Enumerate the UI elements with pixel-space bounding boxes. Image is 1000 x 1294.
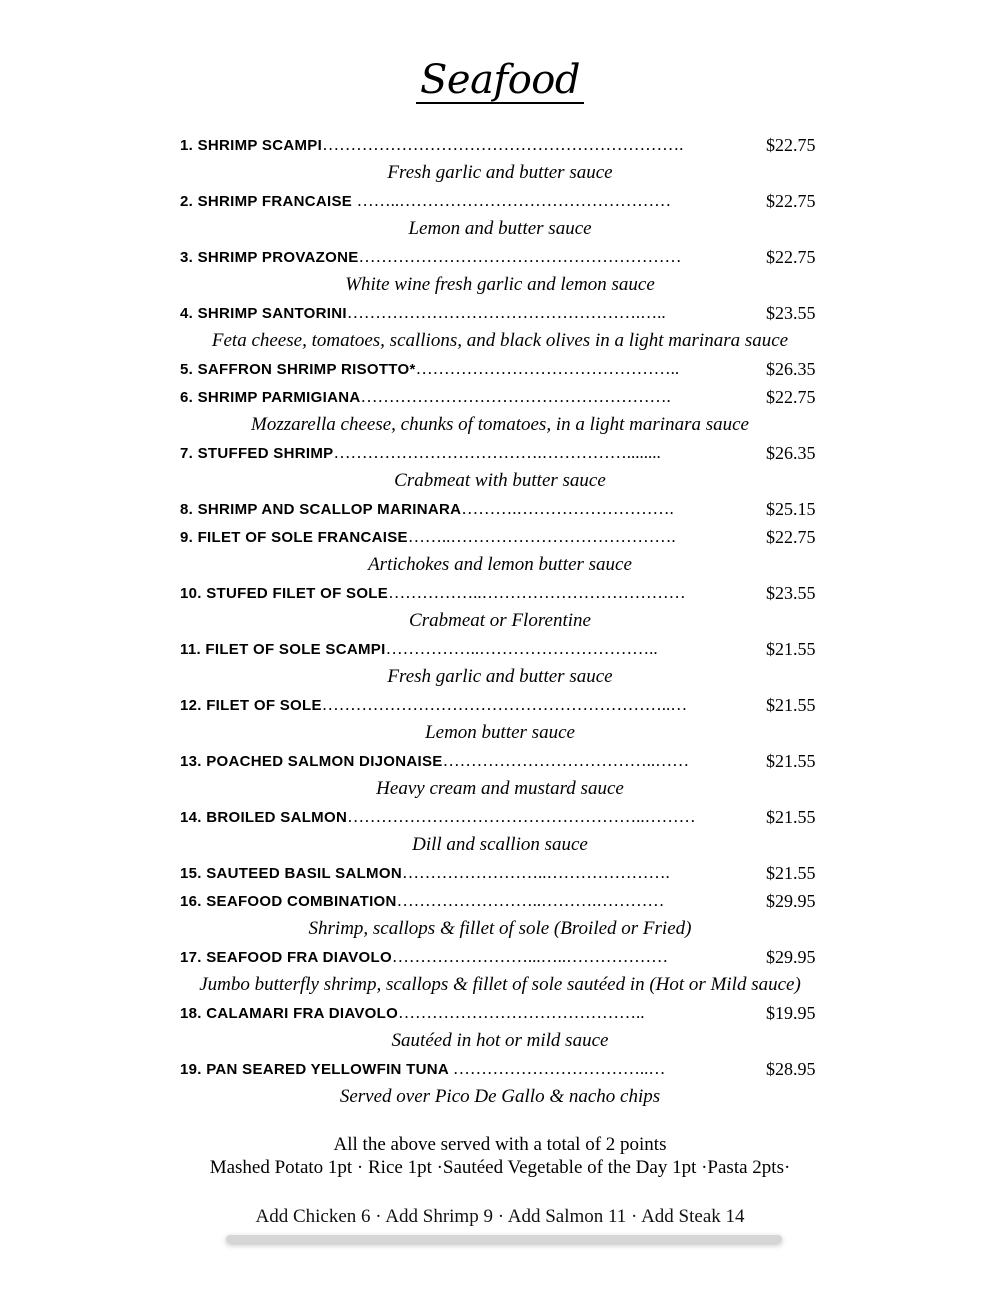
menu-item-leader-dots: …………………………………….. xyxy=(398,1003,645,1022)
menu-item xyxy=(0,999,1000,1027)
page-title-text: Seafood xyxy=(416,60,584,104)
menu-item-price: $23.55 xyxy=(766,303,816,323)
menu-item xyxy=(0,747,1000,775)
menu-item-price: $21.55 xyxy=(766,863,816,883)
menu-item-description: Crabmeat with butter sauce xyxy=(394,470,606,491)
decorative-shadow-bar xyxy=(226,1235,782,1243)
menu-item-description: Dill and scallion sauce xyxy=(412,834,588,855)
menu-item-name: 8. SHRIMP AND SCALLOP MARINARA xyxy=(180,501,462,518)
menu-item-name: 19. PAN SEARED YELLOWFIN TUNA xyxy=(180,1061,453,1078)
menu-item-price: $23.55 xyxy=(766,583,816,603)
menu-item-name: 6. SHRIMP PARMIGIANA xyxy=(180,389,361,406)
menu-item-price: $21.55 xyxy=(766,751,816,771)
sides-note-line-1: All the above served with a total of 2 points xyxy=(333,1134,667,1155)
menu-item-name: 13. POACHED SALMON DIJONAISE xyxy=(180,753,443,770)
menu-item-name: 15. SAUTEED BASIL SALMON xyxy=(180,865,402,882)
menu-item-leader-dots: ………………………………..…… xyxy=(442,751,690,770)
menu-item-name-row xyxy=(180,383,762,411)
menu-item xyxy=(0,691,1000,719)
page-title xyxy=(0,56,1000,104)
seafood-menu-list xyxy=(0,131,1000,1111)
menu-item-leader-dots: ……………………………….……………........ xyxy=(333,443,661,462)
menu-item-name-row xyxy=(180,355,762,383)
menu-item-name-row xyxy=(180,803,762,831)
menu-item-price: $21.55 xyxy=(766,695,816,715)
menu-item xyxy=(0,859,1000,887)
menu-item-price: $29.95 xyxy=(766,947,816,967)
menu-item-description: Lemon and butter sauce xyxy=(408,218,592,239)
menu-item-name-row xyxy=(180,859,762,887)
menu-item-leader-dots: ………………………………………………………. xyxy=(322,135,684,154)
menu-item xyxy=(0,523,1000,551)
menu-item-name: 16. SEAFOOD COMBINATION xyxy=(180,893,397,910)
menu-item xyxy=(0,635,1000,663)
menu-item-leader-dots: ……………………..…………………. xyxy=(401,863,670,882)
menu-item xyxy=(0,887,1000,915)
menu-item-name-row xyxy=(180,943,762,971)
add-ons-line: Add Chicken 6 · Add Shrimp 9 · Add Salmon 11 · Add Steak 14 xyxy=(255,1206,745,1227)
menu-item-name: 10. STUFED FILET OF SOLE xyxy=(180,585,389,602)
menu-item-description: Fresh garlic and butter sauce xyxy=(387,162,613,183)
sides-note xyxy=(0,1133,1000,1179)
menu-item-name-row xyxy=(180,691,762,719)
menu-item-leader-dots: ……..………………………………………… xyxy=(356,191,672,210)
menu-item-leader-dots: ……………………………………………………..… xyxy=(321,695,688,714)
menu-item-name-row xyxy=(180,579,762,607)
menu-item-description: Feta cheese, tomatoes, scallions, and black olives in a light marinara sauce xyxy=(211,330,789,351)
menu-item-name-row xyxy=(180,243,762,271)
menu-item xyxy=(0,299,1000,327)
menu-item-leader-dots: ……………………...…..……………… xyxy=(391,947,669,966)
menu-item-name-row xyxy=(180,523,762,551)
menu-item xyxy=(0,131,1000,159)
menu-item-description: Shrimp, scallops & fillet of sole (Broiled or Fried) xyxy=(308,918,692,939)
menu-item-name: 14. BROILED SALMON xyxy=(180,809,348,826)
menu-item-name: 17. SEAFOOD FRA DIAVOLO xyxy=(180,949,392,966)
menu-item-description: Lemon butter sauce xyxy=(425,722,575,743)
menu-item xyxy=(0,187,1000,215)
menu-item-leader-dots: ……………..……………………………… xyxy=(388,583,686,602)
menu-item-name: 12. FILET OF SOLE xyxy=(180,697,322,714)
menu-item-name-row xyxy=(180,999,762,1027)
menu-item-name-row xyxy=(180,1055,762,1083)
menu-item-name: 7. STUFFED SHRIMP xyxy=(180,445,334,462)
menu-item xyxy=(0,943,1000,971)
menu-item-name-row xyxy=(180,131,762,159)
menu-item-price: $28.95 xyxy=(766,1059,816,1079)
menu-item-name-row xyxy=(180,187,762,215)
menu-item-price: $22.75 xyxy=(766,527,816,547)
menu-item-description: Sautéed in hot or mild sauce xyxy=(391,1030,609,1051)
menu-item-description: White wine fresh garlic and lemon sauce xyxy=(345,274,655,295)
menu-item-name-row xyxy=(180,495,762,523)
menu-item xyxy=(0,439,1000,467)
menu-item xyxy=(0,383,1000,411)
menu-item-description: Artichokes and lemon butter sauce xyxy=(368,554,632,575)
menu-item-price: $21.55 xyxy=(766,807,816,827)
menu-item-price: $22.75 xyxy=(766,387,816,407)
menu-item-name-row xyxy=(180,299,762,327)
menu-item-price: $22.75 xyxy=(766,135,816,155)
menu-item-name-row xyxy=(180,439,762,467)
sides-note-line-2: Mashed Potato 1pt · Rice 1pt ·Sautéed Vegetable of the Day 1pt ·Pasta 2pts· xyxy=(209,1157,791,1178)
menu-item-description: Fresh garlic and butter sauce xyxy=(387,666,613,687)
menu-item-name-row xyxy=(180,747,762,775)
menu-item-name: 18. CALAMARI FRA DIAVOLO xyxy=(180,1005,399,1022)
menu-item-price: $21.55 xyxy=(766,639,816,659)
menu-item-leader-dots: …………………………………………….….. xyxy=(346,303,666,322)
menu-item-leader-dots: ……………………………………………..……… xyxy=(347,807,696,826)
menu-item-price: $26.35 xyxy=(766,443,816,463)
menu-item-price: $29.95 xyxy=(766,891,816,911)
menu-item-price: $26.35 xyxy=(766,359,816,379)
menu-item-name: 5. SAFFRON SHRIMP RISOTTO* xyxy=(180,361,416,378)
menu-item-name-row xyxy=(180,635,762,663)
menu-item-name: 1. SHRIMP SCAMPI xyxy=(180,137,323,154)
menu-item-price: $22.75 xyxy=(766,191,816,211)
menu-item xyxy=(0,803,1000,831)
menu-item xyxy=(0,495,1000,523)
menu-item xyxy=(0,243,1000,271)
menu-item-leader-dots: ……………..………………………….. xyxy=(385,639,658,658)
menu-item-name: 3. SHRIMP PROVAZONE xyxy=(180,249,359,266)
menu-item-leader-dots: ……….………………………. xyxy=(461,499,674,518)
menu-item-description: Served over Pico De Gallo & nacho chips xyxy=(339,1086,661,1107)
menu-item xyxy=(0,1055,1000,1083)
menu-item-description: Jumbo butterfly shrimp, scallops & fillet of sole sautéed in (Hot or Mild sauce) xyxy=(199,974,801,995)
menu-item-name: 4. SHRIMP SANTORINI xyxy=(180,305,347,322)
menu-item-description: Crabmeat or Florentine xyxy=(409,610,591,631)
menu-item xyxy=(0,355,1000,383)
menu-item-leader-dots: ……..…………………………………. xyxy=(407,527,676,546)
menu-item-leader-dots: ……………………………………….. xyxy=(415,359,680,378)
menu-item-name-row xyxy=(180,887,762,915)
menu-item-name: 11. FILET OF SOLE SCAMPI xyxy=(180,641,386,658)
menu-item-price: $22.75 xyxy=(766,247,816,267)
menu-item-price: $19.95 xyxy=(766,1003,816,1023)
menu-item xyxy=(0,579,1000,607)
menu-item-description: Mozzarella cheese, chunks of tomatoes, in a light marinara sauce xyxy=(251,414,749,435)
menu-item-leader-dots: ……………………..……….………… xyxy=(396,891,665,910)
menu-item-description: Heavy cream and mustard sauce xyxy=(376,778,624,799)
menu-item-name: 9. FILET OF SOLE FRANCAISE xyxy=(180,529,408,546)
menu-item-price: $25.15 xyxy=(766,499,816,519)
menu-item-leader-dots: ………………………………………………. xyxy=(360,387,671,406)
menu-item-leader-dots: ……………………………..… xyxy=(452,1059,666,1078)
menu-item-leader-dots: ………………………………………………… xyxy=(358,247,682,266)
menu-item-name: 2. SHRIMP FRANCAISE xyxy=(180,193,357,210)
